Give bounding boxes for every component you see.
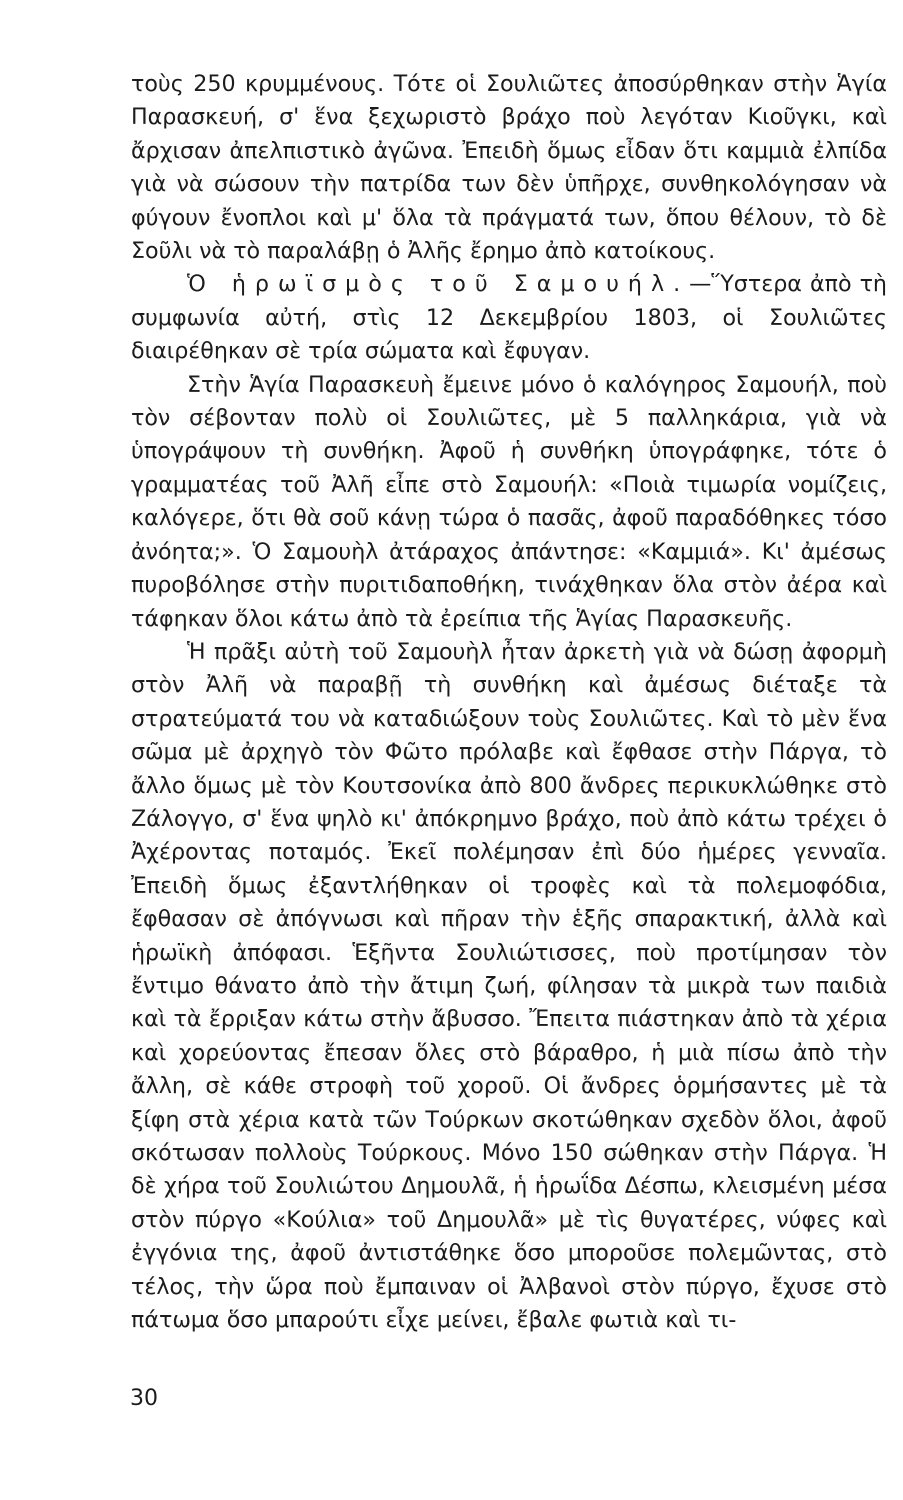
paragraph-4-text: Ἡ πρᾶξι αὐτὴ τοῦ Σαμουὴλ ἦταν ἀρκετὴ γιὰ νὰ δώσῃ ἀφορμὴ στὸν Ἀλῆ νὰ παραβῇ τὴ συνθήκη καὶ ἀμέσως διέταξε τὰ στρατεύματά του νὰ καταδιώξουν τοὺς Σουλιῶτες. Καὶ τὸ μὲν ἕνα σῶμα μὲ ἀρχηγὸ τὸν Φῶτο πρόλαβε καὶ ἔφθασε στὴν Πάργα, τὸ ἄλλο ὅμως μὲ τὸν Κουτσονίκα ἀπὸ 800 ἄνδρες περικυκλώθηκε στὸ Ζάλογγο, σ' ἕνα ψηλὸ κι' ἀπόκρημνο βράχο, ποὺ ἀπὸ κάτω τρέχει ὁ Ἀχέροντας ποταμός. Ἐκεῖ πολέμησαν ἐπὶ δύο ἡμέρες γενναῖα. Ἐπειδὴ ὅμως ἐξαντλήθηκαν οἱ τροφὲς καὶ τὰ πολεμοφόδια, ἔφθασαν σὲ ἀπόγνωσι καὶ πῆραν τὴν ἑξῆς σπαρακτική, ἀλλὰ καὶ ἡρωϊκὴ ἀπόφασι. Ἑξῆντα Σουλιώτισσες, ποὺ προτίμησαν τὸν ἔντιμο θάνατο ἀπὸ τὴν ἄτιμη ζωή, φίλησαν τὰ μικρὰ των παιδιὰ καὶ τὰ ἔρριξαν κάτω στὴν ἄβυσσο. Ἔπειτα πιάστηκαν ἀπὸ τὰ χέρια καὶ χορεύοντας ἔπεσαν ὅλες στὸ βάραθρο, ἡ μιὰ πίσω ἀπὸ τὴν ἄλλη, σὲ κάθε στροφὴ τοῦ χοροῦ. Οἱ ἄνδρες ὁρμήσαντες μὲ τὰ ξίφη στὰ χέρια κατὰ τῶν Τούρκων σκοτώθηκαν σχεδὸν ὅλοι, ἀφοῦ σκότωσαν πολλοὺς Τούρκους. Μόνο 150 σώθηκαν στὴν Πάργα. Ἡ δὲ χήρα τοῦ Σουλιώτου Δημουλᾶ, ἡ ἡρωΐδα Δέσπω, κλεισμένη μέσα στὸν πύργο «Κούλια» τοῦ Δημουλᾶ» μὲ τὶς θυγατέρες, νύφες καὶ ἐγγόνια της, ἀφοῦ ἀντιστάθηκε ὅσο μποροῦσε πολεμῶντας, στὸ τέλος, τὴν ὥρα ποὺ ἔμπαιναν οἱ Ἀλβανοὶ στὸν πύργο, ἔχυσε στὸ πάτωμα ὅσο μπαρούτι εἶχε μείνει, ἔβαλε φωτιὰ καὶ τι-	[131, 638, 887, 1334]
section-heading: Ὁ ἡρωϊσμὸς τοῦ Σαμουήλ.	[187, 271, 690, 298]
paragraph-2	[131, 268, 887, 368]
paragraph-1-text: τοὺς 250 κρυμμένους. Τότε οἱ Σουλιῶτες ἀποσύρθηκαν στὴν Ἁγία Παρασκευή, σ' ἕνα ξεχωριστὸ βράχο ποὺ λεγόταν Κιοῦγκι, καὶ ἄρχισαν ἀπελπιστικὸ ἀγῶνα. Ἐπειδὴ ὅμως εἶδαν ὅτι καμμιὰ ἐλπίδα γιὰ νὰ σώσουν τὴν πατρίδα των δὲν ὑπῆρχε, συνθηκολόγησαν νὰ φύγουν ἔνοπλοι καὶ μ' ὅλα τὰ πράγματά των, ὅπου θέλουν, τὸ δὲ Σοῦλι νὰ τὸ παραλάβῃ ὁ Ἀλῆς ἔρημο ἀπὸ κατοίκους.	[131, 71, 887, 265]
paragraph-3	[131, 369, 887, 636]
paragraph-1	[131, 68, 887, 268]
body-text	[131, 68, 887, 1337]
paragraph-3-text: Στὴν Ἁγία Παρασκευὴ ἔμεινε μόνο ὁ καλόγηρος Σαμουήλ, ποὺ τὸν σέβονταν πολὺ οἱ Σουλιῶτες, μὲ 5 παλληκάρια, γιὰ νὰ ὑπογράψουν τὴ συνθήκη. Ἀφοῦ ἡ συνθήκη ὑπογράφηκε, τότε ὁ γραμματέας τοῦ Ἀλῆ εἶπε στὸ Σαμουήλ: «Ποιὰ τιμωρία νομίζεις, καλόγερε, ὅτι θὰ σοῦ κάνῃ τώρα ὁ πασᾶς, ἀφοῦ παραδόθηκες τόσο ἀνόητα;». Ὁ Σαμουὴλ ἀτάραχος ἀπάντησε: «Καμμιά». Κι' ἀμέσως πυροβόλησε στὴν πυριτιδαποθήκη, τινάχθηκαν ὅλα στὸν ἀέρα καὶ τάφηκαν ὅλοι κάτω ἀπὸ τὰ ἐρείπια τῆς Ἁγίας Παρασκευῆς.	[131, 371, 887, 632]
paragraph-4	[131, 636, 887, 1338]
paragraph-2-text: —Ὕστερα ἀπὸ τὴ συμφωνία αὐτή, στὶς 12 Δεκεμβρίου 1803, οἱ Σουλιῶτες διαιρέθηκαν σὲ τρία σώματα καὶ ἔφυγαν.	[131, 271, 887, 365]
page-number: 30	[130, 1386, 158, 1411]
